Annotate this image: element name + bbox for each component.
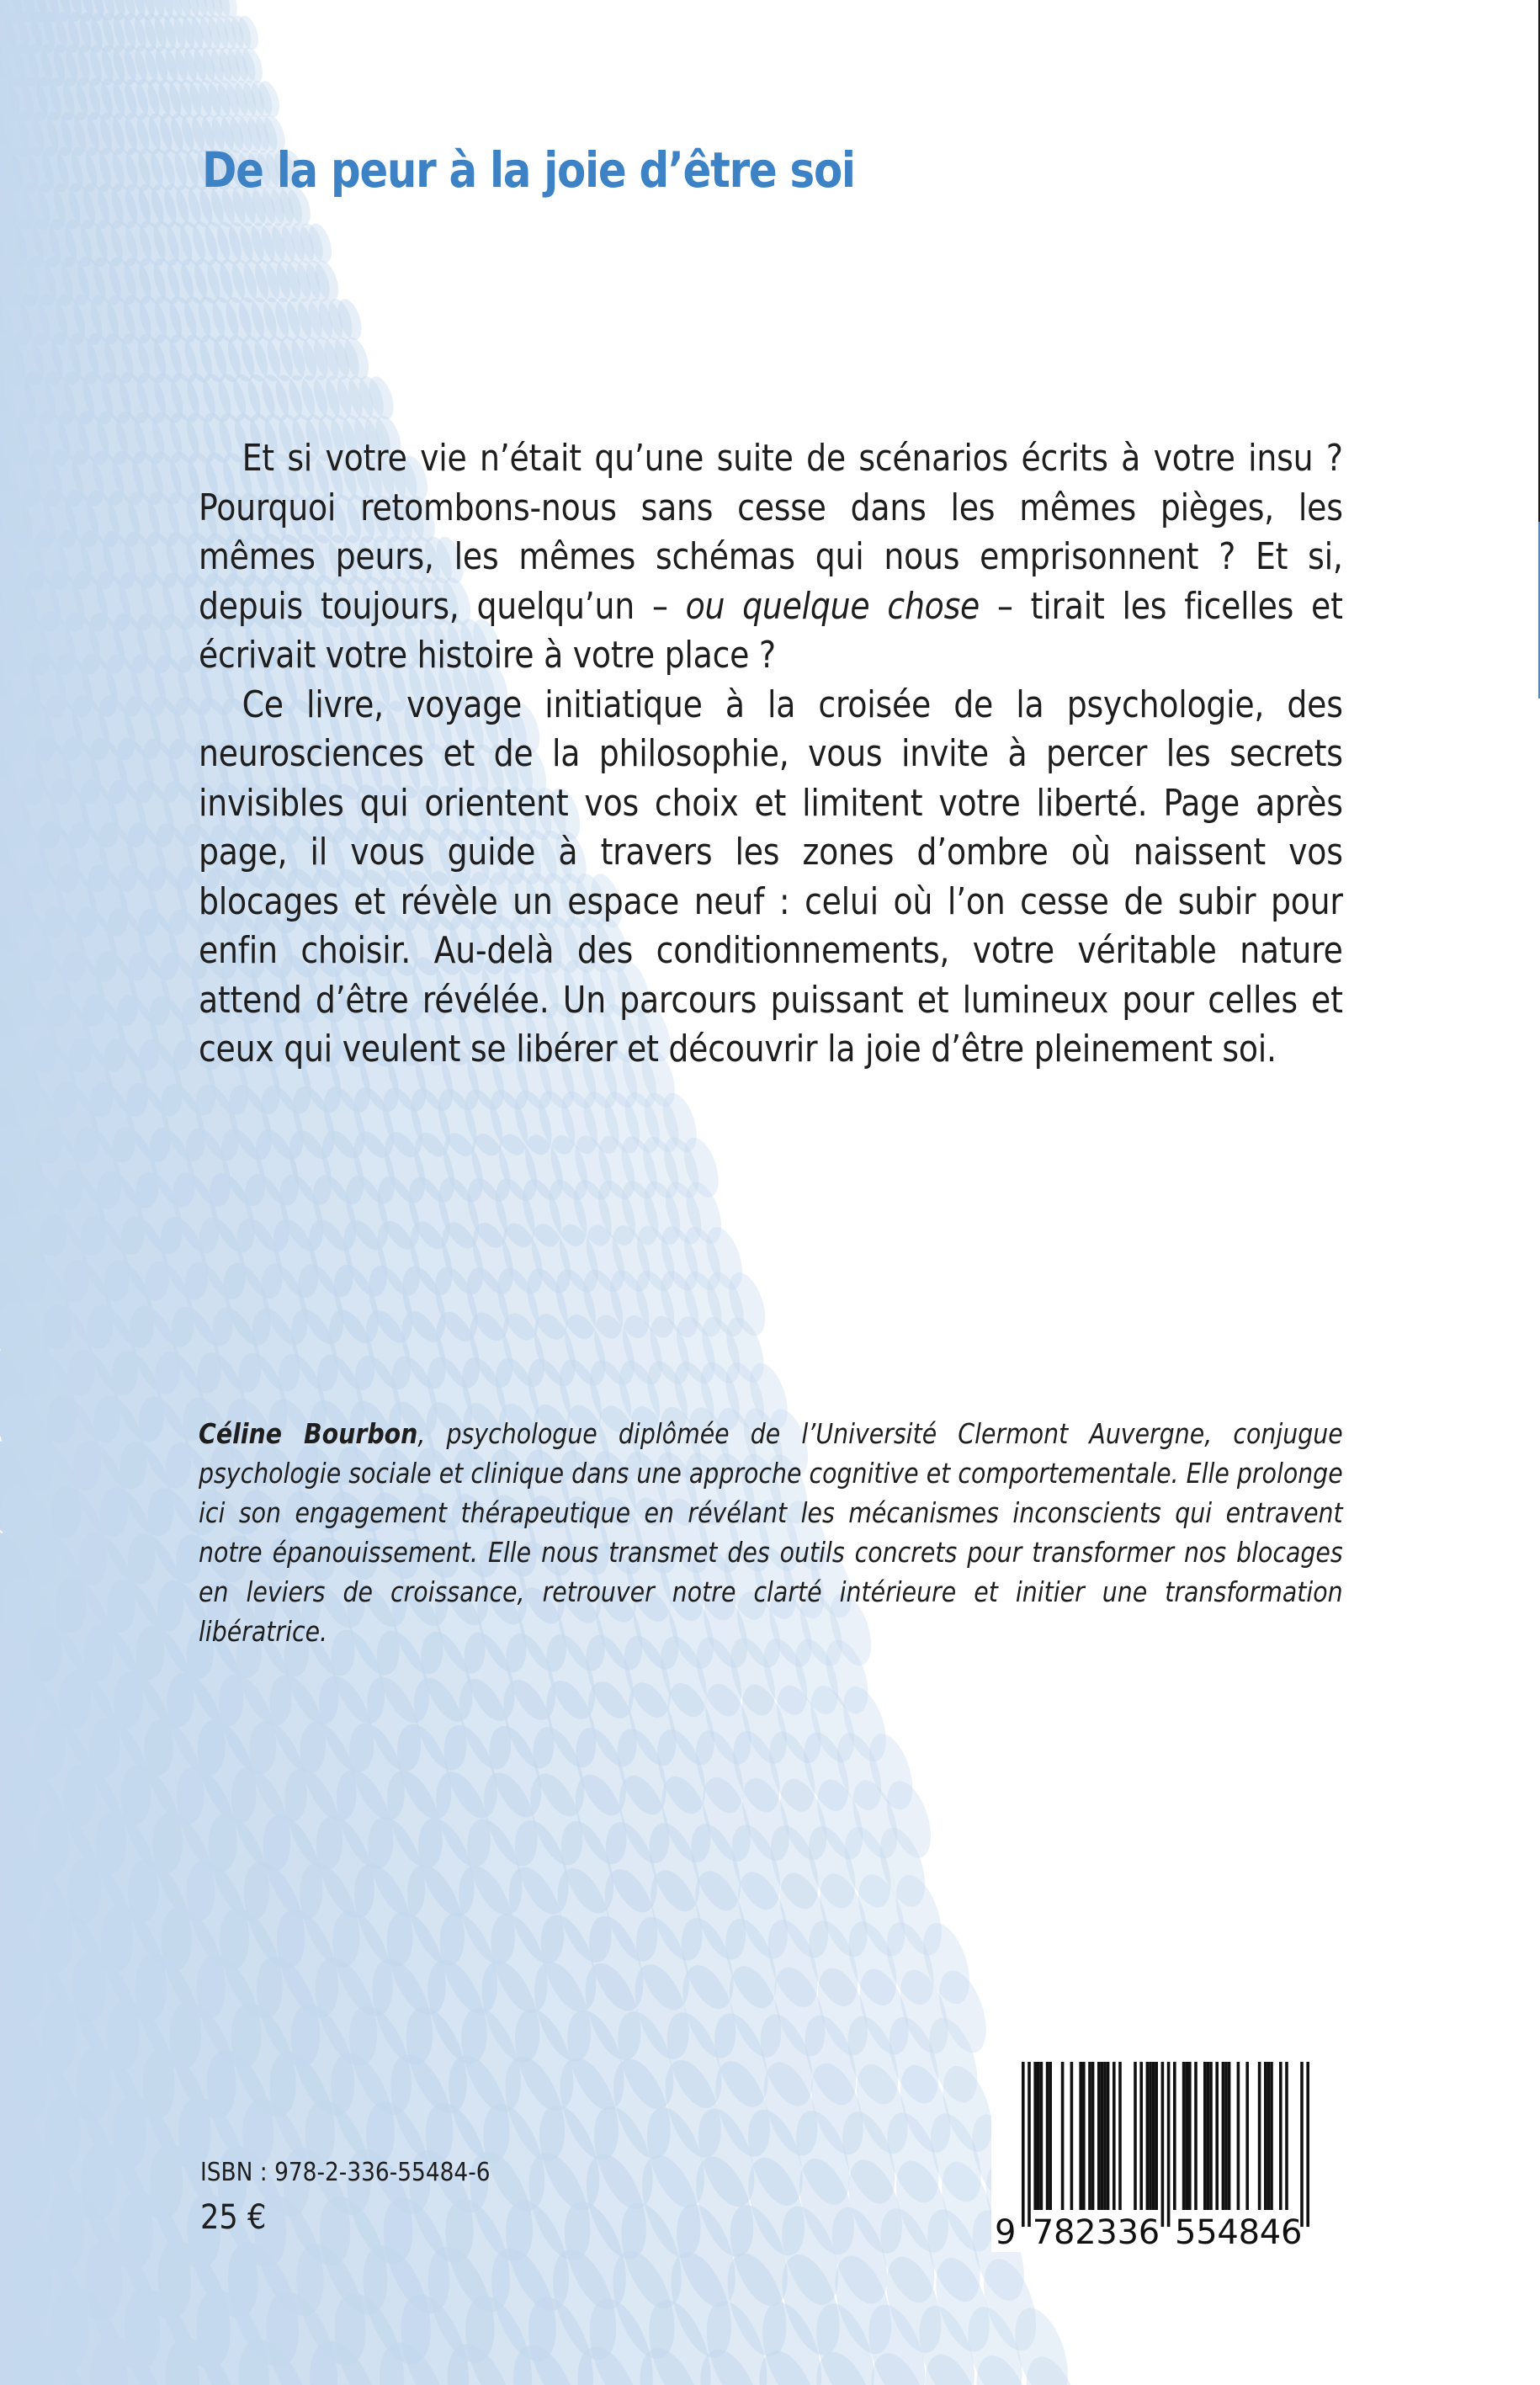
book-title: De la peur à la joie d’être soi (202, 141, 855, 199)
author-bio (199, 1414, 1343, 1651)
blurb-text: – tirait les ficelles et écrivait votre histoire à votre place ? (199, 584, 1343, 677)
svg-text:8: 8 (1054, 2213, 1075, 2252)
svg-text:6: 6 (1281, 2213, 1303, 2252)
svg-text:3: 3 (1096, 2213, 1118, 2252)
svg-text:7: 7 (1032, 2213, 1054, 2252)
svg-text:8: 8 (1238, 2213, 1261, 2252)
svg-text:4: 4 (1259, 2213, 1282, 2252)
isbn-label: ISBN : 978-2-336-55484-6 (200, 2158, 491, 2187)
svg-text:6: 6 (1138, 2213, 1160, 2252)
svg-text:9: 9 (995, 2213, 1017, 2252)
author-name: Céline Bourbon (199, 1417, 418, 1450)
svg-text:4: 4 (1217, 2213, 1239, 2252)
price-label: 25 € (200, 2198, 267, 2237)
back-cover-blurb (199, 434, 1343, 1075)
blurb-text: Et si votre vie n’était qu’une suite de scénarios écrits à votre insu ? Pourquoi retombons-nous sans cesse dans les mêmes pièges, les mêmes peurs, les mêmes schémas qui nous emprisonnent ? Et si, depuis toujours, quelqu’un – (199, 437, 1343, 628)
blurb-italic-text: ou quelque chose (685, 584, 980, 628)
svg-text:2: 2 (1075, 2213, 1097, 2252)
svg-text:5: 5 (1196, 2213, 1218, 2252)
svg-text:3: 3 (1117, 2213, 1139, 2252)
svg-text:5: 5 (1175, 2213, 1197, 2252)
blurb-paragraph-1 (199, 434, 1343, 681)
author-bio-text: , psychologue diplômée de l’Université Clermont Auvergne, conjugue psychologie sociale et clinique dans une approche cognitive et comportementale. Elle prolonge ici son engagement thérapeutique en révélant les mécanismes inconscients qui entravent notre épanouissement. Elle nous transmet des outils concrets pour transformer nos blocages en leviers de croissance, retrouver notre clarté intérieure et initier une transformation libératrice. (199, 1417, 1343, 1648)
ean-barcode (991, 2058, 1345, 2252)
barcode-graphic (991, 2058, 1345, 2252)
blurb-paragraph-2: Ce livre, voyage initiatique à la croisée de la psychologie, des neurosciences et de la philosophie, vous invite à percer les secrets invisibles qui orientent vos choix et limitent votre liberté. Page après page, il vous guide à travers les zones d’ombre où naissent vos blocages et révèle un espace neuf : celui où l’on cesse de subir pour enfin choisir. Au-delà des conditionnements, votre véritable nature attend d’être révélée. Un parcours puissant et lumineux pour celles et ceux qui veulent se libérer et découvrir la joie d’être pleinement soi. (199, 683, 1343, 1070)
